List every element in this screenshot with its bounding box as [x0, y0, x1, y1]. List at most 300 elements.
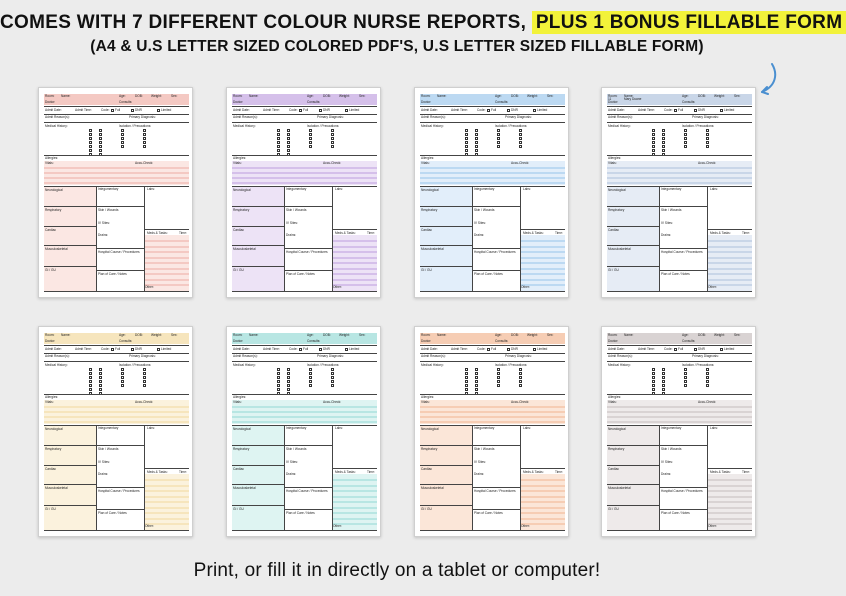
- divider: [660, 445, 707, 446]
- form-label-isolation: Isolation / Precautions:: [119, 363, 152, 367]
- checkbox-icon: [157, 109, 160, 112]
- form-label-limited: Limited: [724, 108, 735, 112]
- checkbox-icon: [143, 133, 146, 136]
- checkbox-icon: [331, 137, 334, 140]
- left-column-band: [44, 187, 96, 291]
- form-label-hospital_course: Hospital Course / Procedures: [474, 250, 516, 254]
- form-label-primary_diagnosis: Primary Diagnosis:: [505, 354, 532, 358]
- form-label-vitals: Vitals:: [45, 161, 54, 165]
- checkbox-icon: [331, 368, 334, 371]
- form-label-age: Age:: [682, 333, 689, 337]
- checkbox-icon: [662, 368, 665, 371]
- form-label-plan_of_care: Plan of Care / Notes: [98, 272, 127, 276]
- divider: [660, 248, 707, 249]
- checkbox-icon: [652, 376, 655, 379]
- checkbox-icon: [497, 384, 500, 387]
- form-label-code: Code:: [477, 108, 486, 112]
- form-label-plan_of_care: Plan of Care / Notes: [474, 511, 503, 515]
- meds-stripe: [521, 496, 565, 498]
- meds-stripe: [333, 273, 377, 275]
- form-label-labs: Labs:: [335, 187, 343, 191]
- form-label-code: Code:: [477, 347, 486, 351]
- meds-stripe: [145, 240, 189, 242]
- form-label-skin_wounds: Skin / Wounds: [98, 208, 119, 212]
- checkbox-icon: [652, 372, 655, 375]
- vitals-stripe: [232, 416, 377, 418]
- checkbox-icon: [309, 384, 312, 387]
- form-label-respiratory: Respiratory: [233, 208, 250, 212]
- meds-stripe: [708, 273, 752, 275]
- vitals-stripe: [44, 172, 189, 174]
- form-label-medical_history: Medical History:: [421, 363, 444, 367]
- divider: [607, 122, 752, 123]
- form-label-room: Room:: [608, 333, 618, 337]
- form-label-dob: DOB:: [511, 94, 519, 98]
- checkbox-icon: [497, 141, 500, 144]
- form-label-hospital_course: Hospital Course / Procedures: [286, 250, 328, 254]
- checkbox-icon: [277, 372, 280, 375]
- form-label-consults: Consults:: [119, 339, 133, 343]
- form-label-integumentary: Integumentary: [474, 426, 495, 430]
- checkbox-icon: [519, 376, 522, 379]
- meds-stripe: [708, 268, 752, 270]
- form-label-allergies: Allergies:: [608, 156, 622, 160]
- form-label-allergies: Allergies:: [45, 156, 59, 160]
- form-label-dnr: DNR: [698, 108, 705, 112]
- divider: [420, 345, 565, 346]
- divider: [420, 505, 472, 506]
- divider: [473, 270, 520, 271]
- form-label-medical_history: Medical History:: [45, 124, 68, 128]
- checkbox-icon: [706, 376, 709, 379]
- vitals-stripe: [44, 167, 189, 169]
- divider: [420, 484, 472, 485]
- checkbox-icon: [99, 368, 102, 371]
- checkbox-icon: [345, 109, 348, 112]
- form-label-admit_date: Admit Date:: [45, 108, 62, 112]
- divider: [44, 206, 96, 207]
- form-label-limited: Limited: [349, 108, 360, 112]
- checkbox-icon: [287, 141, 290, 144]
- form-label-code: Code:: [664, 347, 673, 351]
- meds-stripe: [708, 496, 752, 498]
- form-label-musculoskeletal: Musculoskeletal: [421, 486, 444, 490]
- form-label-time: Time:: [179, 231, 187, 235]
- checkbox-icon: [121, 372, 124, 375]
- checkbox-icon: [287, 380, 290, 383]
- checkbox-icon: [331, 376, 334, 379]
- vitals-stripe: [44, 411, 189, 413]
- form-label-medical_history: Medical History:: [45, 363, 68, 367]
- checkbox-icon: [662, 141, 665, 144]
- checkbox-icon: [465, 384, 468, 387]
- meds-stripe: [333, 512, 377, 514]
- meds-stripe: [333, 251, 377, 253]
- checkbox-icon: [475, 384, 478, 387]
- form-label-neurological: Neurological: [608, 188, 626, 192]
- meds-stripe: [521, 273, 565, 275]
- form-label-drains: Drains:: [474, 472, 485, 476]
- form-label-time: Time:: [555, 470, 563, 474]
- form-label-hospital_course: Hospital Course / Procedures: [98, 250, 140, 254]
- form-label-dob: DOB:: [323, 94, 331, 98]
- form-label-gi_gu: GI / GU: [421, 268, 432, 272]
- checkbox-icon: [519, 372, 522, 375]
- checkbox-icon: [475, 133, 478, 136]
- sheet-yellow: [38, 326, 193, 537]
- form-label-other: Other:: [145, 285, 154, 289]
- form-label-weight: Weight:: [339, 333, 350, 337]
- checkbox-icon: [99, 384, 102, 387]
- form-label-primary_diagnosis: Primary Diagnosis:: [317, 354, 344, 358]
- divider: [420, 394, 565, 395]
- form-label-dnr: DNR: [323, 108, 330, 112]
- meds-stripe: [521, 240, 565, 242]
- form-label-musculoskeletal: Musculoskeletal: [45, 247, 68, 251]
- headline-highlight: PLUS 1 BONUS FILLABLE FORM: [532, 11, 846, 34]
- checkbox-icon: [99, 145, 102, 148]
- vitals-stripe: [232, 406, 377, 408]
- divider: [521, 468, 565, 469]
- checkbox-icon: [309, 129, 312, 132]
- form-label-hospital_course: Hospital Course / Procedures: [661, 250, 703, 254]
- subheadline: (A4 & U.S LETTER SIZED COLORED PDF'S, U.S LETTER SIZED FILLABLE FORM): [90, 38, 704, 55]
- divider: [607, 226, 659, 227]
- divider: [607, 206, 659, 207]
- divider: [232, 226, 284, 227]
- form-label-consults: Consults:: [682, 100, 696, 104]
- form-label-iv_sites: IV Sites:: [474, 460, 486, 464]
- form-label-iv_sites: IV Sites:: [661, 460, 673, 464]
- form-label-vitals: Vitals:: [608, 161, 617, 165]
- form-label-sex: Sex:: [734, 333, 741, 337]
- checkbox-icon: [157, 348, 160, 351]
- left-column-band: [607, 187, 659, 291]
- form-label-accu_check: Accu-Check:: [323, 400, 342, 404]
- sheet-purple: [226, 87, 381, 298]
- checkbox-icon: [121, 129, 124, 132]
- form-label-labs: Labs:: [335, 426, 343, 430]
- form-label-doctor: Doctor:: [233, 339, 244, 343]
- form-label-labs: Labs:: [710, 426, 718, 430]
- divider: [97, 248, 144, 249]
- form-label-respiratory: Respiratory: [608, 208, 625, 212]
- form-label-isolation: Isolation / Precautions:: [682, 363, 715, 367]
- checkbox-icon: [89, 133, 92, 136]
- checkbox-icon: [684, 372, 687, 375]
- form-label-full: Full: [303, 347, 309, 351]
- checkbox-icon: [277, 149, 280, 152]
- form-label-sex: Sex:: [171, 333, 178, 337]
- meds-stripe: [521, 257, 565, 259]
- checkbox-icon: [89, 380, 92, 383]
- vitals-stripe: [607, 182, 752, 184]
- checkbox-icon: [309, 380, 312, 383]
- divider: [420, 465, 472, 466]
- form-label-name: Name:: [624, 333, 634, 337]
- checkbox-icon: [694, 109, 697, 112]
- vitals-stripe: [44, 182, 189, 184]
- checkbox-icon: [99, 137, 102, 140]
- column-divider: [659, 186, 660, 291]
- divider: [232, 206, 284, 207]
- checkbox-icon: [662, 149, 665, 152]
- checkbox-icon: [121, 368, 124, 371]
- form-label-consults: Consults:: [307, 339, 321, 343]
- form-label-neurological: Neurological: [608, 427, 626, 431]
- checkbox-icon: [519, 137, 522, 140]
- checkbox-icon: [287, 129, 290, 132]
- form-label-meds_tasks: Meds & Tasks:: [710, 231, 731, 235]
- form-label-code: Code:: [664, 108, 673, 112]
- checkbox-icon: [652, 388, 655, 391]
- checkbox-icon: [487, 109, 490, 112]
- meds-stripe: [521, 268, 565, 270]
- form-label-doctor: Doctor:: [233, 100, 244, 104]
- divider: [660, 206, 707, 207]
- checkbox-icon: [497, 372, 500, 375]
- form-label-vitals: Vitals:: [421, 400, 430, 404]
- vitals-stripe: [420, 182, 565, 184]
- form-label-meds_tasks: Meds & Tasks:: [335, 231, 356, 235]
- meds-stripe: [333, 279, 377, 281]
- form-label-age: Age:: [495, 94, 502, 98]
- checkbox-icon: [111, 109, 114, 112]
- checkbox-icon: [309, 376, 312, 379]
- checkbox-icon: [89, 384, 92, 387]
- form-label-dob: DOB:: [135, 333, 143, 337]
- form-label-admit_time: Admit Time:: [263, 347, 280, 351]
- form-label-primary_diagnosis: Primary Diagnosis:: [129, 354, 156, 358]
- checkbox-icon: [287, 388, 290, 391]
- form-label-meds_tasks: Meds & Tasks:: [147, 470, 168, 474]
- form-label-integumentary: Integumentary: [286, 426, 307, 430]
- vitals-stripe: [420, 416, 565, 418]
- checkbox-icon: [143, 129, 146, 132]
- form-label-accu_check: Accu-Check:: [135, 161, 154, 165]
- form-label-doctor: Doctor:: [608, 339, 619, 343]
- checkbox-icon: [309, 133, 312, 136]
- form-label-admit_reasons: Admit Reason(s):: [421, 115, 446, 119]
- form-label-hospital_course: Hospital Course / Procedures: [98, 489, 140, 493]
- form-label-age: Age:: [682, 94, 689, 98]
- form-label-dnr: DNR: [511, 347, 518, 351]
- checkbox-icon: [706, 141, 709, 144]
- divider: [285, 270, 332, 271]
- checkbox-icon: [684, 129, 687, 132]
- form-label-consults: Consults:: [119, 100, 133, 104]
- checkbox-icon: [99, 149, 102, 152]
- form-label-name: Name:: [61, 94, 71, 98]
- meds-stripe: [333, 485, 377, 487]
- meds-stripe: [708, 501, 752, 503]
- meds-stripe: [145, 273, 189, 275]
- form-label-skin_wounds: Skin / Wounds: [661, 447, 682, 451]
- form-label-gi_gu: GI / GU: [421, 507, 432, 511]
- checkbox-icon: [662, 380, 665, 383]
- divider: [607, 106, 752, 107]
- divider: [473, 445, 520, 446]
- form-label-musculoskeletal: Musculoskeletal: [233, 486, 256, 490]
- checkbox-icon: [684, 137, 687, 140]
- form-label-age: Age:: [307, 94, 314, 98]
- form-label-medical_history: Medical History:: [233, 124, 256, 128]
- divider: [145, 229, 189, 230]
- form-label-skin_wounds: Skin / Wounds: [474, 447, 495, 451]
- meds-stripe: [521, 485, 565, 487]
- divider: [44, 394, 189, 395]
- meds-stripe: [333, 257, 377, 259]
- form-label-other: Other:: [708, 524, 717, 528]
- form-label-integumentary: Integumentary: [286, 187, 307, 191]
- divider: [473, 509, 520, 510]
- form-label-full: Full: [491, 347, 497, 351]
- checkbox-icon: [475, 145, 478, 148]
- divider: [44, 226, 96, 227]
- form-label-other: Other:: [521, 285, 530, 289]
- form-label-dnr: DNR: [135, 108, 142, 112]
- form-label-musculoskeletal: Musculoskeletal: [421, 247, 444, 251]
- meds-stripe: [708, 279, 752, 281]
- checkbox-icon: [277, 133, 280, 136]
- vitals-stripe: [420, 167, 565, 169]
- form-label-consults: Consults:: [495, 339, 509, 343]
- checkbox-icon: [121, 380, 124, 383]
- checkbox-icon: [465, 149, 468, 152]
- divider: [607, 361, 752, 362]
- meds-stripe: [521, 279, 565, 281]
- checkbox-icon: [99, 388, 102, 391]
- divider: [44, 266, 96, 267]
- form-label-age: Age:: [119, 94, 126, 98]
- form-label-room: Room:: [233, 94, 243, 98]
- form-label-allergies: Allergies:: [45, 395, 59, 399]
- divider: [232, 122, 377, 123]
- form-label-other: Other:: [521, 524, 530, 528]
- checkbox-icon: [497, 133, 500, 136]
- form-label-integumentary: Integumentary: [661, 187, 682, 191]
- checkbox-icon: [465, 141, 468, 144]
- checkbox-icon: [533, 348, 536, 351]
- checkbox-icon: [309, 145, 312, 148]
- divider: [333, 229, 377, 230]
- form-label-plan_of_care: Plan of Care / Notes: [661, 272, 690, 276]
- form-label-respiratory: Respiratory: [608, 447, 625, 451]
- checkbox-icon: [684, 133, 687, 136]
- form-label-admit_reasons: Admit Reason(s):: [233, 354, 258, 358]
- left-column-band: [44, 426, 96, 530]
- divider: [660, 509, 707, 510]
- meds-stripe: [333, 262, 377, 264]
- form-label-admit_date: Admit Date:: [233, 108, 250, 112]
- form-label-weight: Weight:: [151, 94, 162, 98]
- divider: [44, 291, 189, 292]
- meds-stripe: [521, 490, 565, 492]
- form-label-integumentary: Integumentary: [661, 426, 682, 430]
- checkbox-icon: [519, 145, 522, 148]
- divider: [232, 394, 377, 395]
- checkbox-icon: [497, 129, 500, 132]
- form-label-dnr: DNR: [323, 347, 330, 351]
- checkbox-icon: [143, 137, 146, 140]
- divider: [420, 266, 472, 267]
- meds-stripe: [145, 485, 189, 487]
- checkbox-icon: [652, 141, 655, 144]
- form-label-sex: Sex:: [547, 94, 554, 98]
- form-label-name: Name:: [437, 333, 447, 337]
- divider: [420, 206, 472, 207]
- form-label-neurological: Neurological: [233, 188, 251, 192]
- form-label-dob: DOB:: [511, 333, 519, 337]
- checkbox-icon: [345, 348, 348, 351]
- checkbox-icon: [465, 388, 468, 391]
- checkbox-icon: [662, 137, 665, 140]
- checkbox-icon: [331, 384, 334, 387]
- form-label-age: Age:: [495, 333, 502, 337]
- checkbox-icon: [706, 380, 709, 383]
- checkbox-icon: [299, 348, 302, 351]
- divider: [420, 155, 565, 156]
- checkbox-icon: [131, 109, 134, 112]
- form-label-neurological: Neurological: [233, 427, 251, 431]
- checkbox-icon: [331, 380, 334, 383]
- meds-stripe: [145, 518, 189, 520]
- form-label-hospital_course: Hospital Course / Procedures: [474, 489, 516, 493]
- form-label-hospital_course: Hospital Course / Procedures: [286, 489, 328, 493]
- form-label-code: Code:: [289, 108, 298, 112]
- form-label-accu_check: Accu-Check:: [511, 161, 530, 165]
- form-label-isolation: Isolation / Precautions:: [307, 363, 340, 367]
- checkbox-icon: [652, 380, 655, 383]
- checkbox-icon: [277, 380, 280, 383]
- form-label-isolation: Isolation / Precautions:: [495, 363, 528, 367]
- vitals-stripe: [44, 406, 189, 408]
- checkbox-icon: [277, 388, 280, 391]
- checkbox-icon: [287, 149, 290, 152]
- vitals-stripe: [420, 406, 565, 408]
- form-label-time: Time:: [742, 231, 750, 235]
- checkbox-icon: [143, 368, 146, 371]
- checkbox-icon: [684, 380, 687, 383]
- form-label-full: Full: [491, 108, 497, 112]
- form-label-code: Code:: [101, 108, 110, 112]
- form-label-admit_reasons: Admit Reason(s):: [45, 115, 70, 119]
- form-label-gi_gu: GI / GU: [233, 268, 244, 272]
- checkbox-icon: [121, 133, 124, 136]
- form-label-limited: Limited: [537, 347, 548, 351]
- form-label-time: Time:: [367, 470, 375, 474]
- form-label-drains: Drains:: [661, 472, 672, 476]
- checkbox-icon: [89, 129, 92, 132]
- meds-stripe: [333, 518, 377, 520]
- vitals-stripe: [607, 406, 752, 408]
- meds-stripe: [145, 268, 189, 270]
- divider: [607, 505, 659, 506]
- divider: [420, 361, 565, 362]
- divider: [607, 465, 659, 466]
- form-label-weight: Weight:: [714, 333, 725, 337]
- form-label-isolation: Isolation / Precautions:: [495, 124, 528, 128]
- meds-stripe: [333, 479, 377, 481]
- vitals-stripe: [232, 177, 377, 179]
- divider: [607, 245, 659, 246]
- divider: [420, 245, 472, 246]
- column-divider: [96, 425, 97, 530]
- checkbox-icon: [475, 368, 478, 371]
- form-label-musculoskeletal: Musculoskeletal: [45, 486, 68, 490]
- form-label-respiratory: Respiratory: [421, 447, 438, 451]
- sheet-orange: [414, 326, 569, 537]
